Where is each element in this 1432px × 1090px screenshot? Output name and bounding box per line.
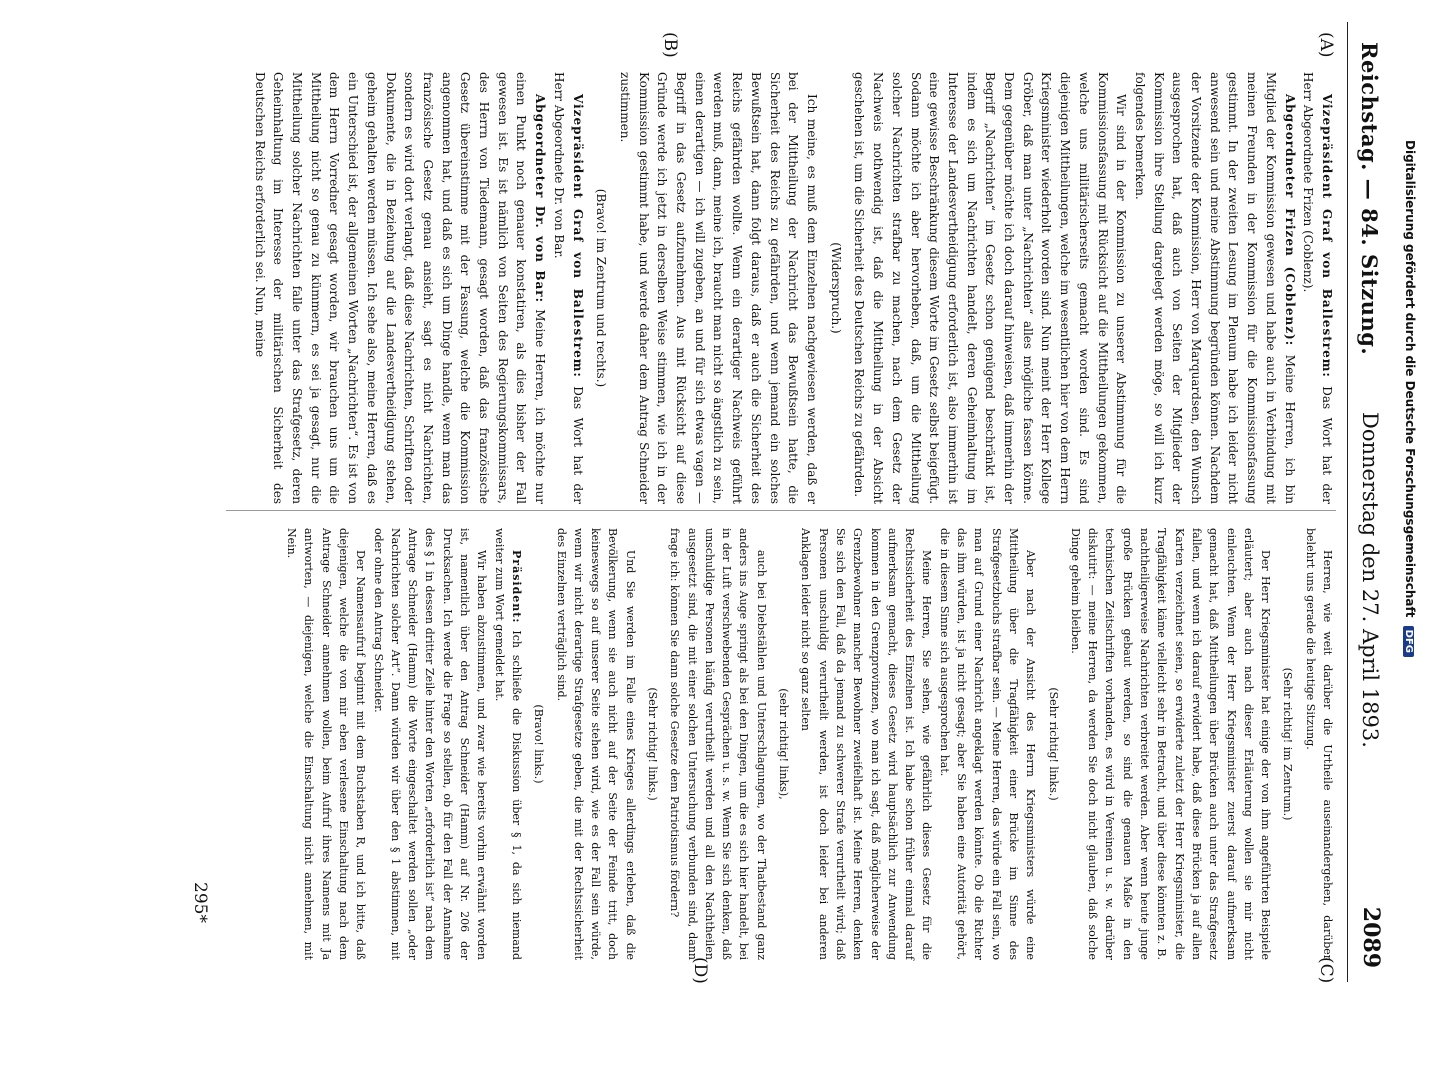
paragraph-text: Das Wort hat der Herr Abgeordnete Frizen (Coblenz). xyxy=(1301,72,1334,504)
rotated-page xyxy=(60,22,1400,982)
interjection: (sehr richtig! links), xyxy=(777,688,791,800)
paragraph-text: Der Namensaufruf beginnt mit dem Buchstaben R, und ich bitte, daß diejenigen, welche die von mir eben verlesene Einschaltung nach dem Antrage Schneider annehmen wollen, beim Aufruf ihres Namens mit Ja antworten, — diejenigen, welche die Einschaltung nicht annehmen, mit Nein. xyxy=(285,528,368,960)
paragraph-text: Und Sie werden im Falle eines Krieges allerdings erleben, daß die Bevölkerung, wenn sie auch nicht auf der Seite der Feinde tritt, doch keineswegs so auf unserer Seite stehen wird, wie es der Fall sein würde, wenn wir nicht derartige Strafgesetze geben, die mit der Rechtssicherheit des Einzelnen verträglich sind. xyxy=(554,528,637,960)
speaker-name: Vizepräsident Graf von Ballestrem: xyxy=(1320,94,1334,378)
paragraph xyxy=(935,528,1039,960)
interjection: (Sehr richtig! links.) xyxy=(646,687,660,801)
paragraph xyxy=(250,72,549,504)
paragraph-text: Meine Herren, Sie sehen, wie gefährlich dieses Gesetz für die Rechtssicherheit des Einzelnen ist. Ich habe schon früher einmal darauf aufmerksam gemacht, dieses Gesetz wird hauptsächlich zur Anwendung kommen in den Grenzprovinzen, wo man ich sagt, daß möglicherweise der Grenzbewohner mancher Bewohner zweifelhaft ist. Meine Herren, denken Sie sich den Fall, daß da jemand zu schwerer Strafe verurtheilt wird; daß Personen unschuldig verurtheilt werden, ist doch leider bei anderen Anklagen leider nicht so ganz selten xyxy=(799,528,934,960)
margin-marker-d: (D) xyxy=(690,957,710,984)
speaker-name: Abgeordneter Dr. von Bar: xyxy=(533,94,548,304)
paragraph-text: auch bei Diebstählen und Unterschlagungen, wo der Thatbestand ganz anders ins Auge springt als bei den Dingen, um die es sich hier handelt, bei in der Luft verschwebenden Gesprächen u. s. w. Wenn Sie sich denken, daß unschuldige Personen häufig verurtheilt werden und all den Nachtheilen ausgesetzt sind, die mit einer solchen Untersuchung verbunden sind, dann frage ich: können Sie dann solche Gesetze dem Patriotismus fördern? xyxy=(668,528,768,960)
interjection: (Widerspruch.) xyxy=(828,242,843,334)
margin-marker-b: (B) xyxy=(660,32,680,58)
paragraph-text: Ich schließe die Diskussion über § 1, da sich niemand weiter zum Wort gemeldet hat. xyxy=(492,528,523,961)
page-header xyxy=(1347,22,1388,982)
paragraph-text: Der Herr Kriegsminister hat einige der von ihm angeführten Beispiele erläutert; aber auch nach dieser Erläuterung wollen sie mir nicht einleuchten. Wenn der Herr Kriegsminister zuerst darauf aufmerksam gemacht hat, daß Mittheilungen über Brücken auch unter das Strafgesetz fallen, und wenn ich darauf erwidert habe, daß diese Brücken ja auf allen Karten verzeichnet seien, so erwiderte zuletzt der Herr Kriegsminister, die Tragfähigkeit käme vielleicht sehr in Betracht, und über diese könnten z. B. nachtheiligerweise Nachrichten verbreitet werden. Aber wenn heute junge große Brücken gebaut werden, so sind die genauen Maße in den technischen Zeitschriften vorhanden, es wird in Vereinen u. s. w. darüber diskutirt: — meine Herren, da werden Sie doch nicht glauben, daß solche Dinge geheim bleiben. xyxy=(1068,528,1273,960)
paragraph-text: Aber nach der Ansicht des Herrn Kriegsministers würde eine Mittheilung über die Tragfähigkeit einer Brücke im Sinne des Strafgesetzbuchs strafbar sein. — Meine Herren, das würde ein Fall sein, wo man auf Grund einer Nachricht angeklagt werden könnte. Ob die Richter das ihm würden, ist ja nicht gesagt; aber Sie haben eine Autorität gehört, die in diesem Sinne sich ausgesprochen hat. xyxy=(937,528,1038,960)
dfg-logo: DFG xyxy=(1403,626,1414,657)
paragraph xyxy=(1301,528,1336,960)
paragraph xyxy=(552,528,638,960)
paragraph-text: Wir sind in der Kommission zu unserer Abstimmung für die Kommissionsfassung mit Rücksicht auf die Mittheilungen gekommen, welche uns militärischerseits gemacht worden sind. Es sind diejenigen Mittheilungen, welche im wesentlichen hier von dem Herrn Kriegsminister wiederholt worden sind. Nun meint der Herr Kollege Gröber, daß man unter „Nachrichten“ alles mögliche fassen könne. Dem gegenüber möchte ich doch darauf hinweisen, daß immerhin der Begriff „Nachrichten“ im Gesetz schon genügend beschränkt ist, indem es sich um Nachrichten handelt, deren Geheimhaltung im Interesse der Landesvertheidigung erforderlich ist, also immerhin ist eine gewisse Beschränkung diesem Worte im Gesetz selbst beigefügt. Sodann möchte ich aber hervorheben, daß, um die Mittheilung solcher Nachrichten strafbar zu machen, nach dem Gesetz der Nachweis nothwendig ist, daß die Mittheilung in der Absicht geschehen ist, um die Sicherheit des Deutschen Reichs zu gefährden. xyxy=(852,72,1129,504)
paragraph xyxy=(1130,72,1298,504)
sheet-signature: 295* xyxy=(190,882,210,923)
paragraph xyxy=(283,528,369,960)
paragraph-text: Wir haben abzustimmen, und zwar wie bereits vorhin erwähnt worden ist, namentlich über den Antrag Schneider (Hamm) auf Nr. 206 der Drucksachen. Ich werde die Frage so stellen, ob für den Fall der Annahme des § 1 in dessen dritter Zeile hinter den Worten „erforderlich ist“ nach dem Antrage Schneider (Hamm) die Worte eingeschaltet werden sollen „oder Nachrichten solcher Art“. Dann würden wir über den § 1 abstimmen, mit oder ohne den Antrag Schneider. xyxy=(371,528,489,960)
speaker-name: Vizepräsident Graf von Ballestrem: xyxy=(570,94,585,378)
interjection: (Bravo! im Zentrum und rechts.) xyxy=(594,188,609,388)
paragraph xyxy=(1299,72,1336,504)
paragraph xyxy=(1067,528,1275,960)
paragraph xyxy=(549,72,586,504)
interjection: (Sehr richtig! im Zentrum.) xyxy=(1281,667,1295,821)
paragraph-text: Herren, wie weit darüber die Urtheile auseinandergehen, darüber belehrt uns gerade die heutige Sitzung. xyxy=(1303,528,1334,960)
credit-text: Digitalisierung gefördert durch die Deutsche Forschungsgemeinschaft xyxy=(1403,140,1417,618)
left-column xyxy=(250,72,1336,504)
paragraph-text: Meine Herren, ich bin Mitglied der Kommission gewesen und habe auch in Verbindung mit meinen Freunden in der Kommission für die Kommissionsfassung gestimmt. In der zweiten Lesung im Plenum habe ich leider nicht anwesend sein und meine Abstimmung begründen können. Nachdem der Vorsitzende der Kommission, Herr von Marquardsen, den Wunsch ausgesprochen hat, daß auch von Seiten der Mitglieder der Kommission ihre Stellung dargelegt werden möge, so will ich kurz folgendes bemerken. xyxy=(1132,72,1297,504)
paragraph xyxy=(615,72,821,504)
column-divider xyxy=(226,510,1336,511)
margin-marker-c: (C) xyxy=(1316,957,1336,984)
paragraph-text: Das Wort hat der Herr Abgeordnete Dr. von Bar. xyxy=(551,72,585,504)
interjection: (Sehr richtig! links.) xyxy=(1046,687,1060,801)
speaker-name: Abgeordneter Frizen (Coblenz): xyxy=(1282,94,1297,347)
paragraph xyxy=(797,528,935,960)
right-column xyxy=(283,528,1336,960)
paragraph xyxy=(666,528,770,960)
paragraph xyxy=(850,72,1131,504)
digitization-credit xyxy=(1401,140,1417,1090)
margin-marker-a: (A) xyxy=(1316,32,1336,58)
paragraph-text: Meine Herren, ich möchte nur einen Punkt noch genauer konstatiren, als dies bisher der Fall gewesen ist. Es ist nämlich von Seiten des Regierungskommissars, des Herrn von Tiedemann, gesagt worden, daß das französische Gesetz übereinstimme mit der Fassung, welche die Kommission angenommen hat, und daß es sich um Dinge handle, wenn man das französische Gesetz genau ansieht, sagt es nicht Nachrichten, sondern es wird dort verlangt, daß diese Nachrichten, Schriften oder Dokumente, die in Beziehung auf die Landesvertheidigung stehen, geheim gehalten werden müssen. Ich sehe also, meine Herren, daß es ein Unterschied ist, der allgemeinen Worten „Nachrichten“. Es ist von dem Herrn Vorredner gesagt worden, wir brauchen uns um die Mittheilung nicht so genau zu kümmern, es sei ja gesagt, nur die Mittheilung solcher Nachrichten falle unter das Strafgesetz, deren Geheimhaltung im Interesse der militärischen Sicherheit des Deutschen Reichs erforderlich sei. Nun, meine xyxy=(252,72,548,504)
speaker-name: Präsident: xyxy=(509,550,523,624)
page-number: 2089 xyxy=(1358,906,1384,968)
header-date: Donnerstag den 27. April 1893. xyxy=(1358,412,1382,748)
paragraph-text: Ich meine, es muß dem Einzelnen nachgewiesen werden, daß er bei der Mittheilung der Nachricht das Bewußtsein hatte, die Sicherheit des Reichs zu gefährden, und wenn jemand ein solches Bewußtsein hat, dann folgt daraus, daß er auch die Sicherheit des Reichs gefährden wollte. Wenn ein derartiger Nachweis geführt werden muß, dann, meine ich, braucht man nicht so ängstlich zu sein, einen derartigen — ich will zugeben, an und für sich etwas vagen — Begriff in das Gesetz aufzunehmen. Aus mit Rücksicht auf diese Gründe werde ich jetzt in derselben Weise stimmen, wie ich in der Kommission gestimmt habe, und werde daher dem Antrag Schneider zustimmen. xyxy=(617,72,820,504)
paragraph xyxy=(369,528,490,960)
paragraph xyxy=(490,528,525,960)
interjection: (Bravo! links.) xyxy=(532,704,546,784)
header-left: Reichstag. — 84. Sitzung. xyxy=(1357,42,1382,356)
